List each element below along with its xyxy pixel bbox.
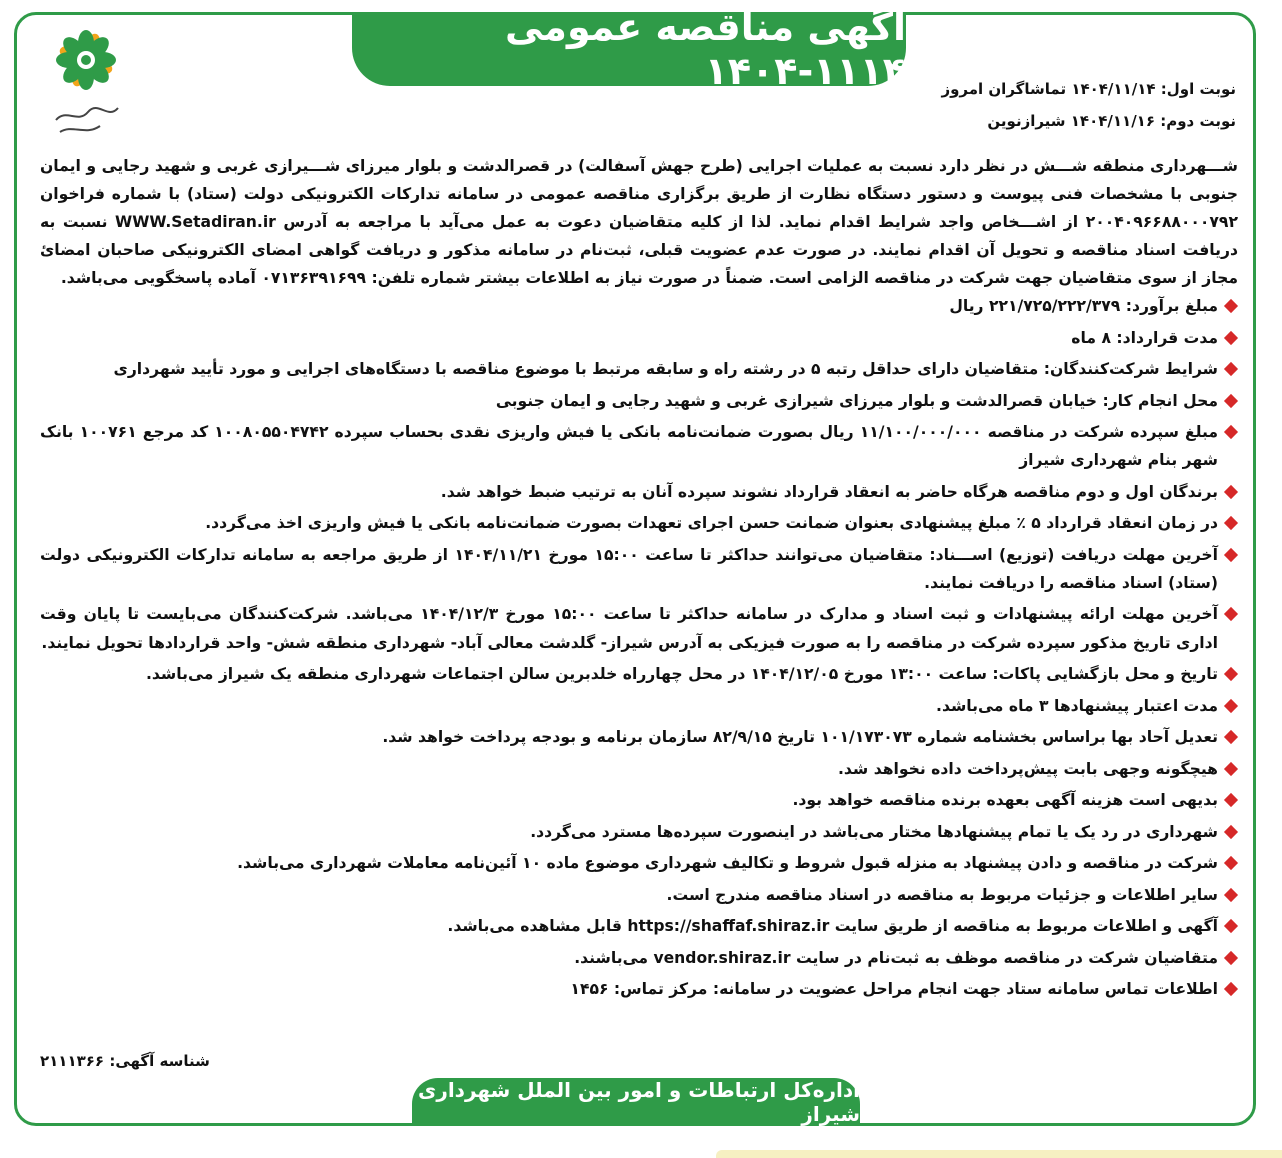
first-issue-date: نوبت اول: ۱۴۰۴/۱۱/۱۴ تماشاگران امروز (941, 80, 1236, 98)
list-item: محل انجام کار: خیابان قصرالدشت و بلوار میرزای شیرازی غربی و شهید رجایی و ایمان جنوبی (40, 387, 1238, 415)
footer-publisher: اداره‌کل ارتباطات و امور بین الملل شهرداری شیراز (412, 1078, 860, 1126)
diamond-bullet-icon (1224, 330, 1238, 344)
list-item: سایر اطلاعات و جزئیات مربوط به مناقصه در اسناد مناقصه مندرج است. (40, 881, 1238, 909)
diamond-bullet-icon (1224, 548, 1238, 562)
notice-body (40, 152, 1238, 1007)
shiraz-municipality-flower-logo-icon (48, 24, 124, 144)
diamond-bullet-icon (1224, 516, 1238, 530)
list-item: بدیهی است هزینه آگهی بعهده برنده مناقصه خواهد بود. (40, 786, 1238, 814)
list-item: مدت اعتبار پیشنهادها ۳ ماه می‌باشد. (40, 692, 1238, 720)
list-item: تاریخ و محل بازگشایی پاکات: ساعت ۱۳:۰۰ مورخ ۱۴۰۴/۱۲/۰۵ در محل چهارراه خلدبرین سالن اجتماعات شهرداری منطقه یک شیراز می‌باشد. (40, 660, 1238, 688)
diamond-bullet-icon (1224, 982, 1238, 996)
bottom-strip (716, 1150, 1282, 1158)
list-item: شهرداری در رد یک یا تمام پیشنهادها مختار می‌باشد در اینصورت سپرده‌ها مسترد می‌گردد. (40, 818, 1238, 846)
intro-paragraph: شـــهرداری منطقه شـــش در نظر دارد نسبت به عملیات اجرایی (طرح جهش آسفالت) در قصرالدشت و بلوار میرزای شـــیرازی غربی و شهید رجایی و ایمان جنوبی با مشخصات فنی پیوست و دستور دستگاه نظارت از طریق برگزاری مناقصه عمومی در سامانه تدارکات الکترونیکی دولت (ستاد) با شماره فراخوان ۲۰۰۴۰۹۶۶۸۸۰۰۰۷۹۲ از اشـــخاص واجد شرایط اقدام نماید. لذا از کلیه متقاضیان دعوت به عمل می‌آید با مراجعه به آدرس WWW.Setadiran.ir نسبت به دریافت اسناد مناقصه و تحویل آن اقدام نمایند. در صورت عدم عضویت قبلی، ثبت‌نام در سامانه مذکور و دریافت گواهی امضای الکترونیکی صاحبان امضائ مجاز از سوی متقاضیان جهت شرکت در مناقصه الزامی است. ضمناً در صورت نیاز به اطلاعات بیشتر شماره تلفن: ۰۷۱۳۶۳۹۱۶۹۹ آماده پاسخگویی می‌باشد. (40, 157, 1238, 287)
conditions-list (40, 292, 1238, 1003)
diamond-bullet-icon (1224, 793, 1238, 807)
diamond-bullet-icon (1224, 667, 1238, 681)
diamond-bullet-icon (1224, 299, 1238, 313)
second-issue-date: نوبت دوم: ۱۴۰۴/۱۱/۱۶ شیرازنوین (987, 112, 1236, 130)
diamond-bullet-icon (1224, 762, 1238, 776)
ad-id: شناسه آگهی: ۲۱۱۱۳۶۶ (40, 1052, 210, 1070)
logo (48, 24, 124, 144)
list-item: آگهی و اطلاعات مربوط به مناقصه از طریق سایت https://shaffaf.shiraz.ir قابل مشاهده می‌باشد. (40, 912, 1238, 940)
list-item: آخرین مهلت دریافت (توزیع) اســـناد: متقاضیان می‌توانند حداکثر تا ساعت ۱۵:۰۰ مورخ ۱۴۰۴/۱۱/۲۱ از طریق مراجعه به سامانه تدارکات الکترونیکی دولت (ستاد) اسناد مناقصه را دریافت نمایند. (40, 541, 1238, 597)
list-item: متقاضیان شرکت در مناقصه موظف به ثبت‌نام در سایت vendor.shiraz.ir می‌باشند. (40, 944, 1238, 972)
diamond-bullet-icon (1224, 730, 1238, 744)
list-item: مبلغ سپرده شرکت در مناقصه ۱۱/۱۰۰/۰۰۰/۰۰۰ ریال بصورت ضمانت‌نامه بانکی یا فیش واریزی نقدی بحساب سپرده ۱۰۰۸۰۵۵۰۴۷۴۲ کد مرجع ۱۰۰۷۶۱ بانک شهر بنام شهرداری شیراز (40, 418, 1238, 474)
list-item: آخرین مهلت ارائه پیشنهادات و ثبت اسناد و مدارک در سامانه حداکثر تا ساعت ۱۵:۰۰ مورخ ۱۴۰۴/۱۲/۳ می‌باشد. شرکت‌کنندگان می‌بایست تا پایان وقت اداری تاریخ مذکور سپرده شرکت در مناقصه را به صورت فیزیکی به آدرس شیراز- گلدشت معالی آباد- شهرداری منطقه شش- واحد قراردادها تحویل نمایند. (40, 600, 1238, 656)
list-item: شرکت در مناقصه و دادن پیشنهاد به منزله قبول شروط و تکالیف شهرداری موضوع ماده ۱۰ آئین‌نامه معاملات شهرداری می‌باشد. (40, 849, 1238, 877)
diamond-bullet-icon (1224, 951, 1238, 965)
diamond-bullet-icon (1224, 919, 1238, 933)
list-item: اطلاعات تماس سامانه ستاد جهت انجام مراحل عضویت در سامانه: مرکز تماس: ۱۴۵۶ (40, 975, 1238, 1003)
notice-title: آگهی مناقصه عمومی ۱۱۱۴-۱۴۰۴ (352, 12, 906, 86)
diamond-bullet-icon (1224, 888, 1238, 902)
list-item: مبلغ برآورد: ۲۲۱/۷۲۵/۲۲۲/۳۷۹ ریال (40, 292, 1238, 320)
list-item: هیچگونه وجهی بابت پیش‌پرداخت داده نخواهد شد. (40, 755, 1238, 783)
diamond-bullet-icon (1224, 393, 1238, 407)
list-item: شرایط شرکت‌کنندگان: متقاضیان دارای حداقل رتبه ۵ در رشته راه و سابقه مرتبط با موضوع مناقصه با دستگاه‌های اجرایی و مورد تأیید شهرداری (40, 355, 1238, 383)
diamond-bullet-icon (1224, 425, 1238, 439)
diamond-bullet-icon (1224, 485, 1238, 499)
diamond-bullet-icon (1224, 607, 1238, 621)
diamond-bullet-icon (1224, 825, 1238, 839)
list-item: در زمان انعقاد قرارداد ۵ ٪ مبلغ پیشنهادی بعنوان ضمانت حسن اجرای تعهدات بصورت ضمانت‌نامه بانکی یا فیش واریزی اخذ می‌گردد. (40, 509, 1238, 537)
diamond-bullet-icon (1224, 699, 1238, 713)
diamond-bullet-icon (1224, 856, 1238, 870)
list-item: مدت قرارداد: ۸ ماه (40, 324, 1238, 352)
diamond-bullet-icon (1224, 362, 1238, 376)
list-item: برندگان اول و دوم مناقصه هرگاه حاضر به انعقاد قرارداد نشوند سپرده آنان به ترتیب ضبط خواهد شد. (40, 478, 1238, 506)
list-item: تعدیل آحاد بها براساس بخشنامه شماره ۱۰۱/۱۷۳۰۷۳ تاریخ ۸۲/۹/۱۵ سازمان برنامه و بودجه پرداخت خواهد شد. (40, 723, 1238, 751)
